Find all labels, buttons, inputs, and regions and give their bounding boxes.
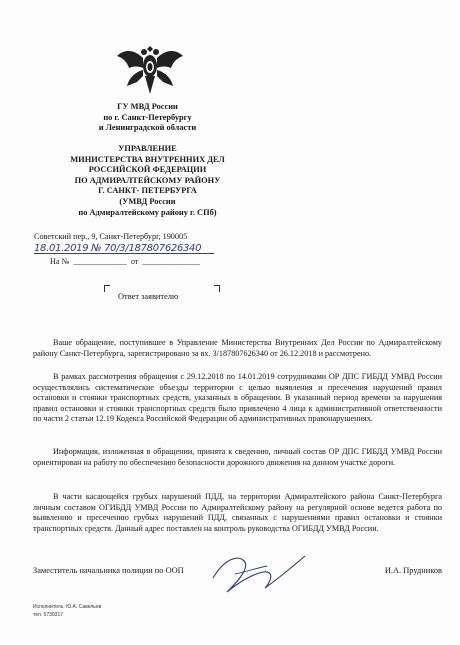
org-line: ГУ МВД России	[117, 102, 178, 111]
org-line: УПРАВЛЕНИЕ	[118, 144, 177, 153]
org-line: Г. САНКТ- ПЕТЕРБУРГА	[98, 186, 197, 196]
org-address: Советский пер., 9, Санкт-Петербург, 190005	[34, 232, 188, 241]
mvd-emblem-icon	[115, 40, 185, 98]
bracket-right	[214, 285, 220, 292]
bracket-left	[104, 285, 110, 292]
reference-line: На № _____________ от ______________	[50, 257, 200, 266]
org-line: РОССИЙСКОЙ ФЕДЕРАЦИИ	[88, 165, 207, 175]
executor-phone: тел. 5730317	[33, 612, 64, 618]
org-line: и Ленинградской области	[98, 123, 197, 133]
paragraph-text: В рамках рассмотрения обращения с 29.12.2018 по 14.01.2019 сотрудниками ОР ДПС ГИБДД УМВД России осуществлялись систематические объезды территории с целью выявления и пресечения нарушений правил остановки и стоянки транспортных средств, указанных в обращении. В указанный период времени за нарушения правил остановки и стоянки транспортных средств было привлечено 4 лица к административной ответственности по части 2 статьи 12.19 Кодекса Российской Федерации об административных правонарушениях.	[33, 372, 442, 424]
signer-title: Заместитель начальника полиции по ООП	[33, 566, 184, 575]
org-header-department	[40, 144, 255, 218]
org-line: ПО АДМИРАЛТЕЙСКОМУ РАЙОНУ	[74, 175, 221, 185]
na-label: На №	[50, 257, 70, 266]
paragraph-text: В части касающейся грубых нарушений ПДД, на территории Адмиралтейского района Санкт-Петербурга личным составом ОГИБДД УМВД России по Адмиралтейскому району на регулярной основе ведется работа по выявлению и пресечению грубых нарушений ПДД, связанных с нарушениями правил остановки и стоянки транспортных средств. Данный адрес поставлен на контроль руководства ОГИБДД УМВД России.	[33, 492, 442, 533]
addressee-label: Ответ заявителю	[118, 292, 179, 301]
org-line: МИНИСТЕРСТВА ВНУТРЕННИХ ДЕЛ	[70, 154, 225, 164]
paragraph-text: Информация, изложенная в обращении, принята к сведению, личный состав ОР ДПС ГИБДД УМВД России ориентирован на работу по обеспечению безопасности дорожного движения на данном участке дороги.	[33, 447, 442, 467]
handwritten-signature-icon	[205, 548, 315, 598]
org-line: (УМВД России	[119, 196, 176, 206]
paragraph-information	[33, 447, 442, 468]
org-line: по г. Санкт-Петербургу	[103, 112, 192, 122]
executor-note: Исполнитель: Ю.А. Савельев	[33, 604, 102, 610]
org-line: по Адмиралтейскому району г. СПб)	[78, 207, 217, 217]
paragraph-registration	[33, 338, 442, 359]
registration-underline	[34, 253, 214, 254]
paragraph-inspection	[33, 372, 442, 425]
paragraph-violations	[33, 492, 442, 534]
handwritten-registration: 18.01.2019 № 70/3/187807626340	[34, 243, 202, 254]
ot-label: от	[130, 257, 139, 266]
signer-name: И.А. Прудников	[384, 566, 442, 575]
paragraph-text: Ваше обращение, поступившее в Управление Министерства Внутренних Дел России по Адмиралтейскому району Санкт-Петербурга, зарегистрировано за вх. 3/187807626340 от 26.12.2018 и рассмотрено.	[33, 338, 442, 358]
org-header-ministry	[40, 102, 255, 134]
